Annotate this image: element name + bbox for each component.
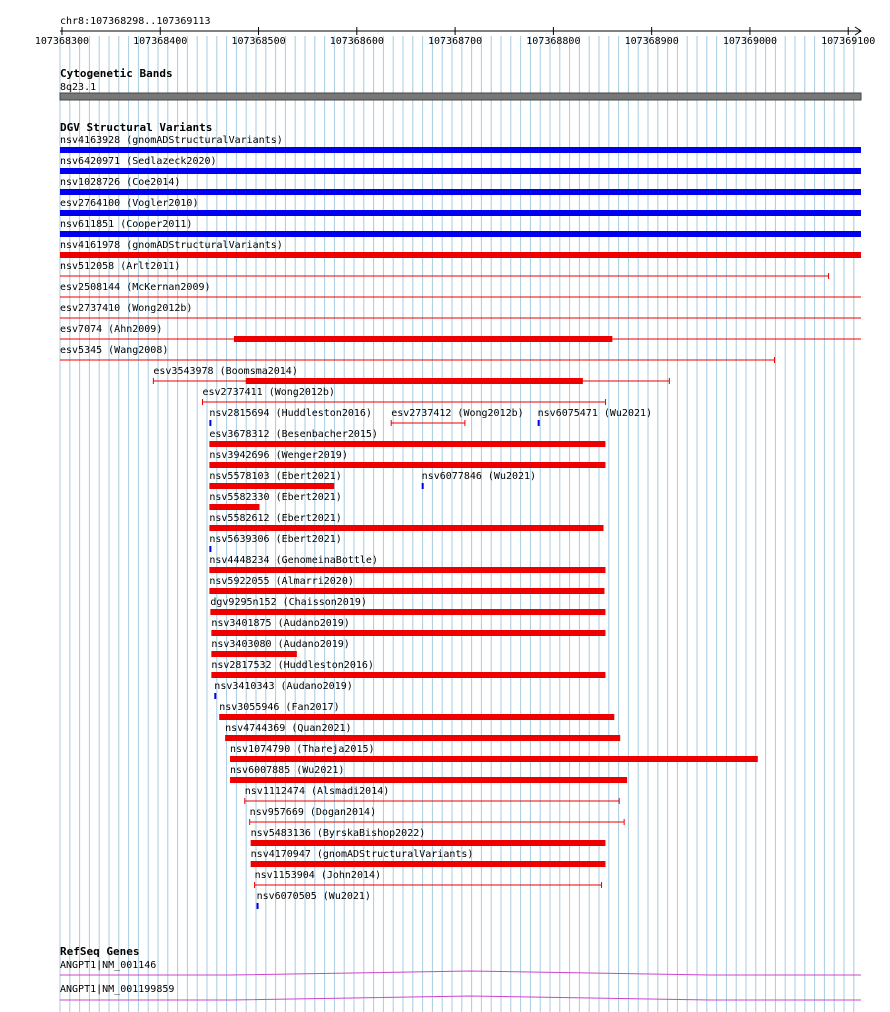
ruler-tick-label: 107368800 <box>526 36 581 47</box>
variant-label: esv2764100 (Vogler2010) <box>60 198 199 209</box>
dgv-variant[interactable] <box>60 261 829 279</box>
dgv-variant[interactable] <box>209 408 372 426</box>
variant-label: nsv3942696 (Wenger2019) <box>209 450 348 461</box>
variant-bar[interactable] <box>209 567 605 573</box>
variant-label: nsv1153904 (John2014) <box>254 870 382 881</box>
variant-label: nsv611851 (Cooper2011) <box>60 219 193 230</box>
dgv-variant[interactable] <box>210 597 605 615</box>
variant-label: nsv6420971 (Sedlazeck2020) <box>60 156 217 167</box>
dgv-variant[interactable] <box>422 471 536 489</box>
dgv-variant[interactable] <box>250 807 624 825</box>
dgv-variant[interactable] <box>251 849 606 867</box>
variant-bar[interactable] <box>251 840 606 846</box>
cytoband-label: 8q23.1 <box>60 82 97 93</box>
ruler-tick-label: 107368700 <box>428 36 483 47</box>
dgv-variant[interactable] <box>60 240 861 258</box>
dgv-variant[interactable] <box>60 303 861 318</box>
variant-label: nsv2815694 (Huddleston2016) <box>209 408 372 419</box>
cytoband-track-title: Cytogenetic Bands <box>60 67 173 80</box>
dgv-variant[interactable] <box>251 828 606 846</box>
variant-bar[interactable] <box>234 336 612 342</box>
dgv-variant[interactable] <box>219 702 614 720</box>
variant-bar[interactable] <box>60 252 861 258</box>
variant-marker[interactable] <box>257 903 259 909</box>
variant-label: esv2737412 (Wong2012b) <box>391 408 524 419</box>
variant-label: nsv3055946 (Fan2017) <box>219 702 340 713</box>
ruler-tick-label: 107368500 <box>231 36 286 47</box>
variant-bar[interactable] <box>211 630 605 636</box>
variant-label: nsv5582330 (Ebert2021) <box>209 492 342 503</box>
variant-bar[interactable] <box>211 651 297 657</box>
variant-label: nsv1074790 (Thareja2015) <box>230 744 375 755</box>
variant-marker[interactable] <box>209 420 211 426</box>
variant-bar[interactable] <box>209 441 605 447</box>
variant-bar[interactable] <box>60 231 861 237</box>
variant-bar[interactable] <box>60 168 861 174</box>
dgv-variant[interactable] <box>391 408 523 426</box>
dgv-variant[interactable] <box>60 198 861 216</box>
gene-label: ANGPT1|NM_001199859 <box>60 984 175 995</box>
variant-label: nsv4744369 (Quan2021) <box>225 723 352 734</box>
variant-bar[interactable] <box>60 189 861 195</box>
dgv-variant[interactable] <box>60 156 861 174</box>
variant-marker[interactable] <box>422 483 424 489</box>
variant-label: nsv5582612 (Ebert2021) <box>209 513 342 524</box>
variant-marker[interactable] <box>214 693 216 699</box>
dgv-variant[interactable] <box>214 681 352 699</box>
variant-bar[interactable] <box>230 777 627 783</box>
variant-bar[interactable] <box>209 504 259 510</box>
dgv-variant[interactable] <box>255 870 602 888</box>
refseq-track-title: RefSeq Genes <box>60 945 140 958</box>
variant-label: nsv5922055 (Almarri2020) <box>209 576 354 587</box>
dgv-variant[interactable] <box>60 177 861 195</box>
variant-label: nsv5483136 (ByrskaBishop2022) <box>250 828 426 839</box>
dgv-variant[interactable] <box>60 324 861 342</box>
variant-bar[interactable] <box>211 672 605 678</box>
variant-bar[interactable] <box>219 714 614 720</box>
dgv-variant[interactable] <box>203 387 606 405</box>
variant-label: nsv6075471 (Wu2021) <box>537 408 653 419</box>
variant-label: nsv3403080 (Audano2019) <box>211 639 350 650</box>
variant-label: esv2508144 (McKernan2009) <box>60 282 211 293</box>
variant-marker[interactable] <box>209 546 211 552</box>
variant-label: nsv4163928 (gnomADStructuralVariants) <box>60 135 283 146</box>
variant-bar[interactable] <box>230 756 758 762</box>
dgv-variant[interactable] <box>209 513 603 531</box>
variant-bar[interactable] <box>209 588 604 594</box>
variant-label: esv7074 (Ahn2009) <box>60 324 163 335</box>
variant-label: esv3543978 (Boomsma2014) <box>153 366 298 377</box>
ruler-tick-label: 107368900 <box>624 36 679 47</box>
dgv-variant[interactable] <box>209 471 341 489</box>
gene-label: ANGPT1|NM_001146 <box>60 960 157 971</box>
variant-label: nsv5639306 (Ebert2021) <box>209 534 342 545</box>
variant-bar[interactable] <box>225 735 620 741</box>
dgv-track-title: DGV Structural Variants <box>60 121 213 134</box>
variant-bar[interactable] <box>209 462 605 468</box>
dgv-track <box>60 121 861 909</box>
dgv-variant[interactable] <box>230 765 627 783</box>
variant-marker[interactable] <box>538 420 540 426</box>
variant-label: nsv4170947 (gnomADStructuralVariants) <box>250 849 474 860</box>
variant-bar[interactable] <box>209 525 603 531</box>
variant-bar[interactable] <box>246 378 583 384</box>
variant-label: nsv1112474 (Alsmadi2014) <box>244 786 390 797</box>
gene-feature[interactable] <box>60 996 861 1000</box>
variant-bar[interactable] <box>209 483 334 489</box>
dgv-variant[interactable] <box>60 219 861 237</box>
variant-bar[interactable] <box>60 210 861 216</box>
gene-feature[interactable] <box>60 971 861 975</box>
dgv-variant[interactable] <box>538 408 652 426</box>
variant-label: nsv6070505 (Wu2021) <box>256 891 371 902</box>
variant-label: nsv4161978 (gnomADStructuralVariants) <box>60 240 283 251</box>
variant-label: nsv2817532 (Huddleston2016) <box>211 660 374 671</box>
variant-label: nsv3410343 (Audano2019) <box>214 681 353 692</box>
variant-label: nsv1028726 (Coe2014) <box>60 177 181 188</box>
location-label: chr8:107368298..107369113 <box>60 16 211 27</box>
dgv-variant[interactable] <box>209 429 605 447</box>
ruler-tick-label: 107369100 <box>821 36 876 47</box>
variant-bar[interactable] <box>210 609 605 615</box>
dgv-variant[interactable] <box>211 618 605 636</box>
variant-label: dgv9295n152 (Chaisson2019) <box>210 597 367 608</box>
ruler-tick-label: 107369000 <box>722 36 778 47</box>
ruler-tick-label: 107368400 <box>133 36 188 47</box>
variant-label: esv3678312 (Besenbacher2015) <box>209 429 378 440</box>
ruler-tick-label: 107368300 <box>34 36 90 47</box>
variant-bar[interactable] <box>251 861 606 867</box>
dgv-variant[interactable] <box>209 555 605 573</box>
dgv-variant[interactable] <box>60 282 861 297</box>
dgv-variant[interactable] <box>211 639 349 657</box>
variant-label: nsv4448234 (GenomeinaBottle) <box>209 555 378 566</box>
dgv-variant[interactable] <box>211 660 605 678</box>
ruler-tick-label: 107368600 <box>329 36 384 47</box>
variant-label: esv5345 (Wang2008) <box>60 345 169 356</box>
variant-label: nsv5578103 (Ebert2021) <box>209 471 342 482</box>
ruler <box>35 16 875 47</box>
variant-label: nsv3401875 (Audano2019) <box>211 618 350 629</box>
variant-label: esv2737411 (Wong2012b) <box>202 387 335 398</box>
dgv-variant[interactable] <box>153 366 669 384</box>
variant-label: esv2737410 (Wong2012b) <box>60 303 193 314</box>
cytoband-bar[interactable] <box>60 93 861 100</box>
variant-label: nsv957669 (Dogan2014) <box>249 807 377 818</box>
variant-bar[interactable] <box>60 147 861 153</box>
dgv-variant[interactable] <box>230 744 758 762</box>
cytoband-track <box>60 67 861 100</box>
dgv-variant[interactable] <box>209 450 605 468</box>
dgv-variant-list <box>60 135 861 909</box>
variant-label: nsv6077846 (Wu2021) <box>421 471 537 482</box>
dgv-variant[interactable] <box>60 135 861 153</box>
refseq-track <box>60 945 861 1000</box>
variant-label: nsv512058 (Arlt2011) <box>60 261 181 272</box>
variant-label: nsv6007885 (Wu2021) <box>230 765 345 776</box>
dgv-variant[interactable] <box>209 576 604 594</box>
ruler-ticks <box>35 27 875 47</box>
